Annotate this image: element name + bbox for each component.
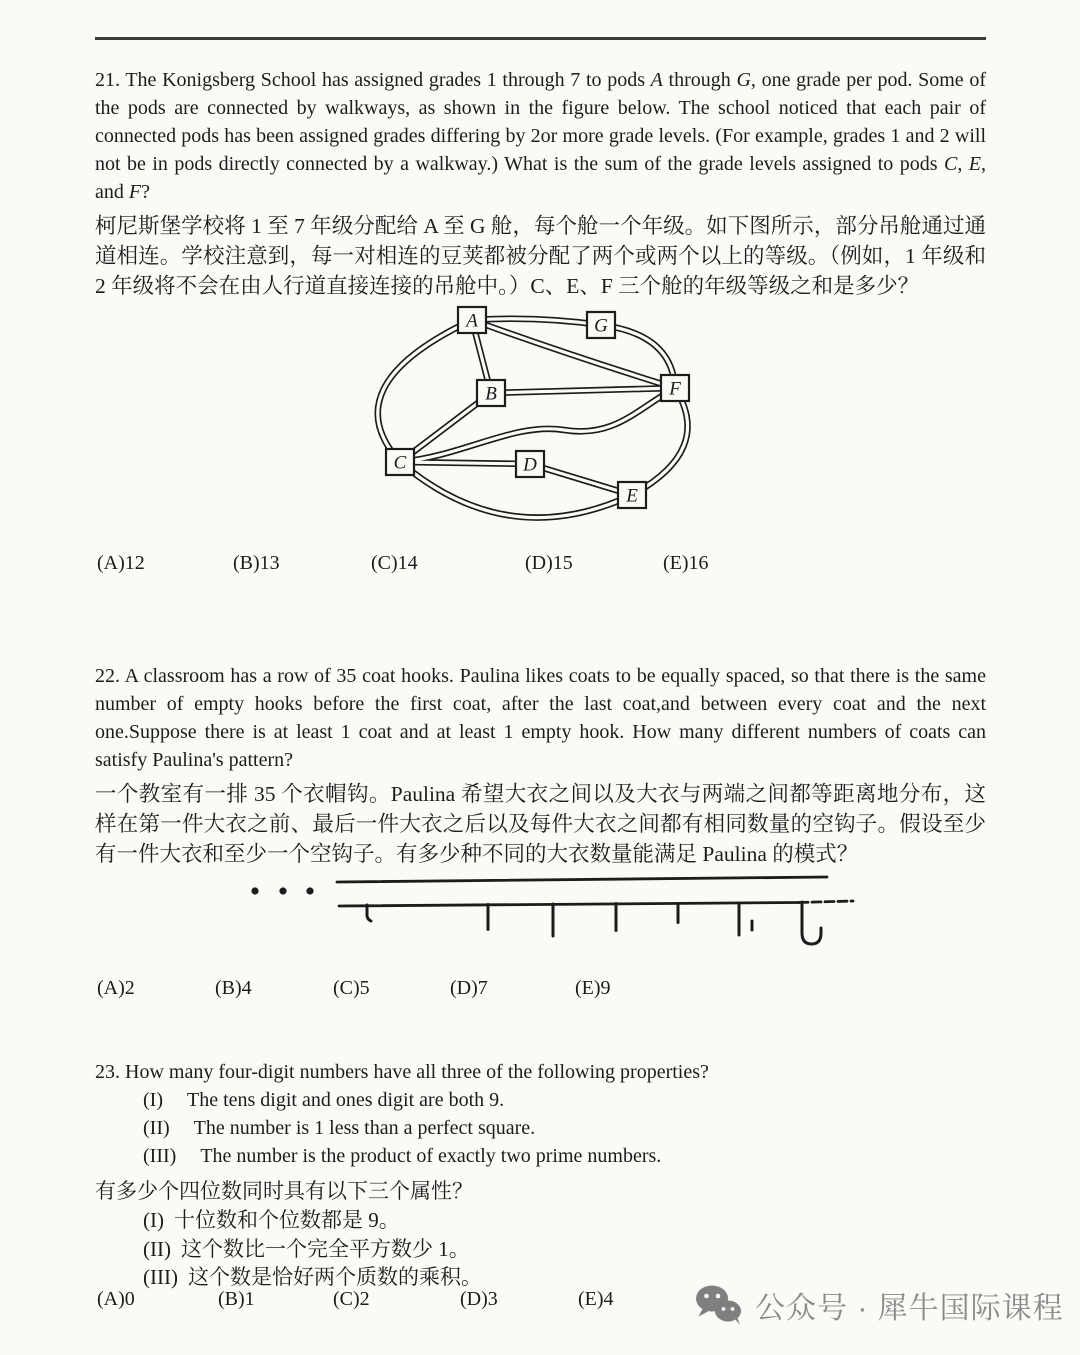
- q23-option-d: (D)3: [460, 1288, 498, 1310]
- q23-option-a: (A)0: [97, 1288, 135, 1310]
- q23-item-label: (II): [143, 1236, 171, 1261]
- wechat-icon: [695, 1284, 743, 1326]
- ellipsis-dot: [306, 887, 313, 894]
- walkway-edge: [530, 464, 632, 495]
- q22-option-c: (C)5: [333, 977, 370, 999]
- q22-option-a: (A)2: [97, 977, 135, 999]
- q21-option-d: (D)15: [525, 552, 573, 574]
- q23-item-text: 十位数和个位数都是 9。: [173, 1208, 400, 1232]
- pod-node-label: C: [393, 452, 407, 474]
- ellipsis-dot: [279, 887, 286, 894]
- q23-item-text: The number is the product of exactly two prime numbers.: [200, 1145, 662, 1167]
- q23-item-text: The tens digit and ones digit are both 9.: [186, 1089, 505, 1111]
- coat-rack-figure: [243, 872, 863, 955]
- pod-node-label: A: [466, 310, 478, 332]
- q23-option-c: (C)2: [333, 1288, 370, 1310]
- q21-option-c: (C)14: [371, 552, 418, 574]
- q23-option-b: (B)1: [218, 1288, 255, 1310]
- q22-option-b: (B)4: [215, 977, 252, 999]
- coat-rack-svg: [243, 872, 863, 950]
- watermark-text: 公众号 · 犀牛国际课程: [755, 1292, 1064, 1325]
- question-23: [95, 1058, 986, 1292]
- pod-node-label: G: [594, 315, 608, 337]
- q22-option-e: (E)9: [575, 977, 611, 999]
- pod-node-label: D: [523, 454, 537, 476]
- q23-chinese-title: 有多少个四位数同时具有以下三个属性？: [95, 1179, 473, 1203]
- rack-top-rail: [337, 877, 827, 882]
- q23-item-label: (II): [143, 1117, 170, 1139]
- pod-node-label: E: [626, 485, 638, 507]
- coat-hook-j: [802, 902, 821, 944]
- q23-item-text: The number is 1 less than a perfect square.: [193, 1117, 536, 1139]
- pods-graph-figure: [372, 298, 712, 533]
- q22-options: [95, 977, 986, 1007]
- pod-node-label: F: [669, 378, 681, 400]
- q23-title: 23. How many four-digit numbers have all three of the following properties?: [95, 1061, 709, 1083]
- question-21: [95, 66, 986, 301]
- rack-bottom-rail: [339, 903, 799, 907]
- ellipsis-dot: [251, 887, 258, 894]
- walkway-edge: [632, 388, 688, 495]
- q22-chinese-text: 一个教室有一排 35 个衣帽钩。Paulina 希望大衣之间以及大衣与两端之间都等距离地分布，这样在第一件大衣之前、最后一件大衣之后以及每件大衣之间都有相同数量的空钩子。假设至少有一件大衣和至少一个空钩子。有多少种不同的大衣数量能满足 Paulina 的模式？: [95, 782, 986, 866]
- coat-hook: [367, 905, 371, 921]
- q23-item-zh-2: [143, 1235, 986, 1264]
- pod-node-label: B: [485, 383, 497, 405]
- q23-item-zh-1: [143, 1206, 986, 1235]
- walkway-edge: [472, 320, 675, 388]
- q21-english-text: 21. The Konigsberg School has assigned grades 1 through 7 to pods A through G, one grade per pod. Some of the pods are connected by walkways, as shown in the figure below. The school noticed that each pair of connected pods has been assigned grades differing by 2or more grade levels. (For example, grades 1 and 2 will not be in pods directly connected by a walkway.) What is the sum of the grade levels assigned to pods C, E, and F?: [95, 69, 987, 203]
- q21-option-b: (B)13: [233, 552, 280, 574]
- q21-chinese-text: 柯尼斯堡学校将 1 至 7 年级分配给 A 至 G 舱，每个舱一个年级。如下图所示，部分吊舱通过通道相连。学校注意到，每一对相连的豆荚都被分配了两个或两个以上的等级。（例如，1 年级和 2 年级将不会在由人行道直接连接的吊舱中。）C、E、F 三个舱的年级等级之和是多少？: [95, 214, 986, 298]
- q21-option-a: (A)12: [97, 552, 145, 574]
- q23-item-text: 这个数比一个完全平方数少 1。: [180, 1236, 470, 1261]
- q22-option-d: (D)7: [450, 977, 488, 999]
- rack-bottom-rail-dashed: [799, 901, 853, 903]
- q23-item-text: 这个数是恰好两个质数的乘积。: [187, 1265, 482, 1289]
- pods-graph-svg: [372, 298, 712, 528]
- question-22: [95, 662, 986, 869]
- q22-english-text: 22. A classroom has a row of 35 coat hooks. Paulina likes coats to be equally spaced, so that there is the same number of empty hooks before the first coat, after the last coat,and between every coat and the next one.Suppose there is at least 1 coat and at least 1 empty hook. How many different numbers of coats can satisfy Paulina's pattern?: [95, 665, 986, 771]
- watermark: [695, 1283, 1064, 1327]
- q23-item-label: (III): [143, 1145, 177, 1167]
- q23-option-e: (E)4: [578, 1288, 614, 1310]
- walkway-edge: [400, 462, 530, 464]
- q23-item-label: (I): [143, 1208, 164, 1232]
- q23-item-label: (I): [143, 1089, 163, 1111]
- q23-item-label: (III): [143, 1265, 178, 1289]
- q23-item-en-3: [143, 1142, 986, 1170]
- q23-item-en-2: [143, 1114, 986, 1142]
- q21-option-e: (E)16: [663, 552, 709, 574]
- top-rule: [95, 37, 986, 40]
- q23-item-en-1: [143, 1086, 986, 1114]
- q21-options: [95, 552, 986, 582]
